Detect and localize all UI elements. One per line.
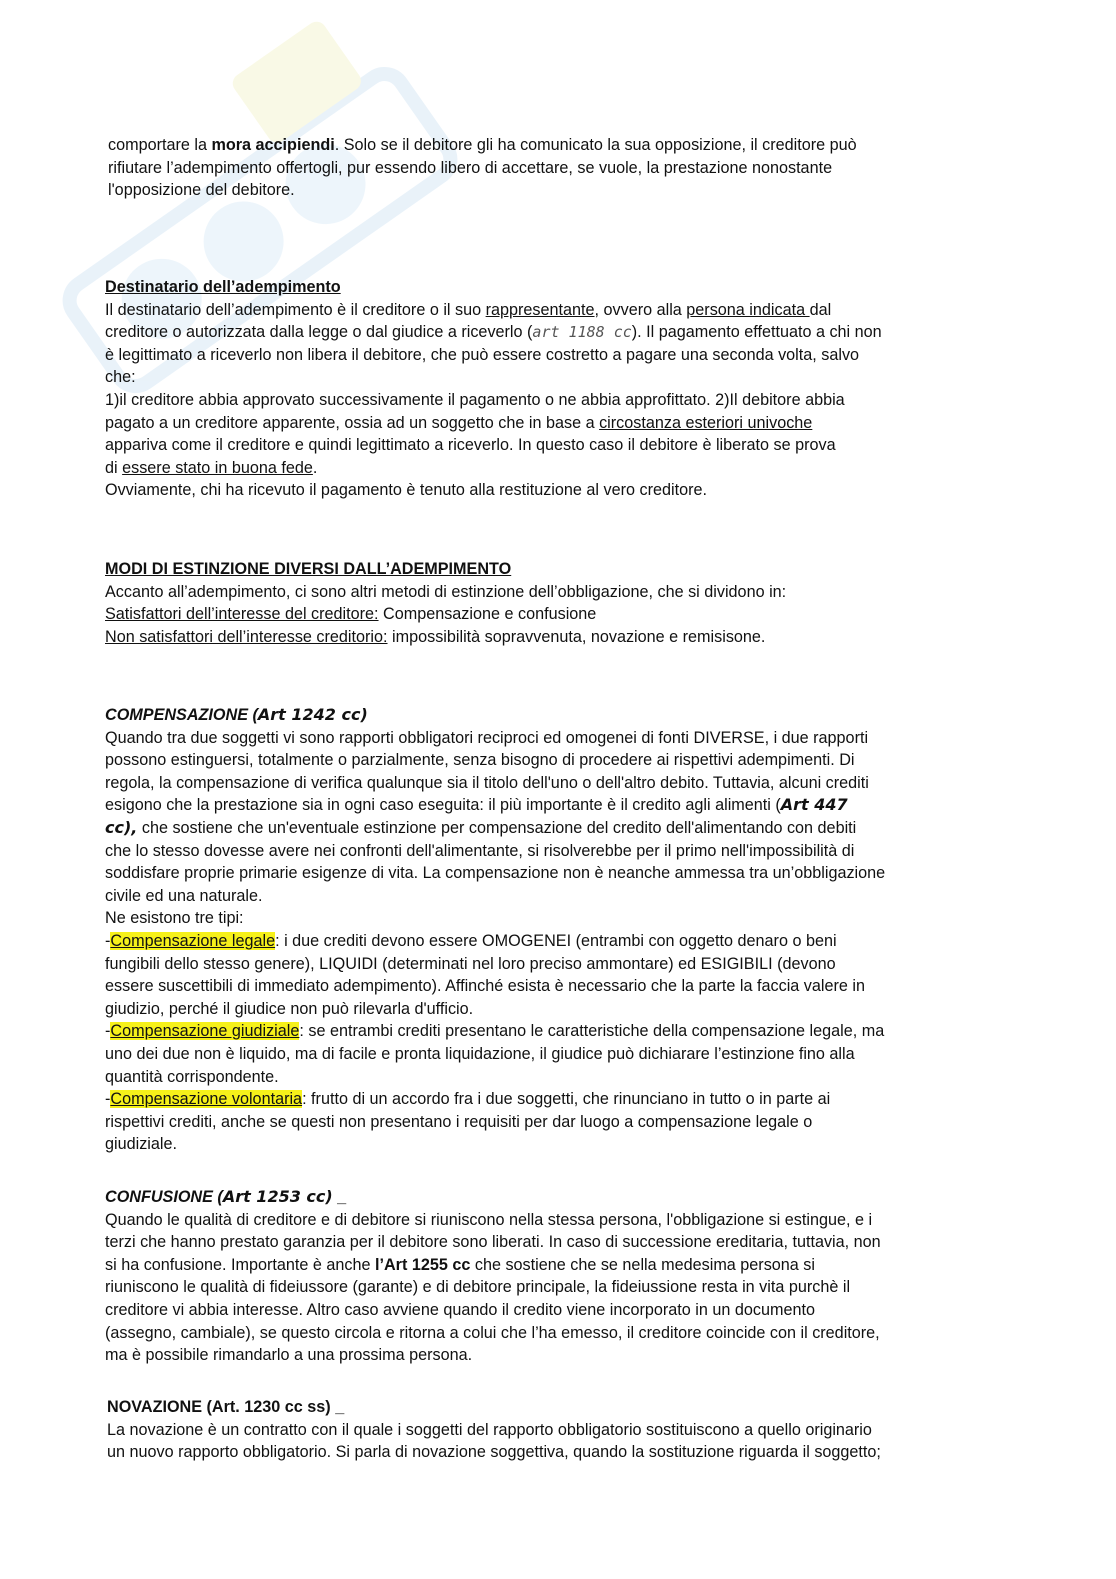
text-line: l'opposizione del debitore. bbox=[108, 181, 295, 200]
text-line: fungibili dello stesso genere), LIQUIDI (determinati nel loro preciso ammontare) ed ESIGIBILI (devono bbox=[105, 954, 836, 973]
highlighted-term: Compensazione giudiziale bbox=[110, 1022, 300, 1041]
text-line: soddisfare proprie primarie esigenze di vita. La compensazione non è neanche ammessa tra un’obbligazione bbox=[105, 864, 886, 883]
text-line: creditore o autorizzata dalla legge o dal giudice a riceverlo (art 1188 cc). Il pagamento effettuato a chi non bbox=[105, 323, 882, 342]
text-line: -Compensazione volontaria: frutto di un accordo fra i due soggetti, che rinunciano in tutto o in parte ai bbox=[105, 1090, 831, 1109]
text-line: Accanto all’adempimento, ci sono altri metodi di estinzione dell’obbligazione, che si dividono in: bbox=[105, 582, 787, 601]
text-line: è legittimato a riceverlo non libera il debitore, che può essere costretto a pagare una seconda volta, salvo bbox=[105, 345, 860, 364]
highlighted-term: Compensazione volontaria bbox=[110, 1090, 303, 1109]
text-line: rifiutare l’adempimento offertogli, pur essendo libero di accettare, se vuole, la prestazione nonostante bbox=[108, 158, 833, 177]
article-reference: art 1188 cc bbox=[532, 323, 632, 342]
text-line: essere suscettibili di immediato adempimento). Affinché esista è necessario che la parte la faccia valere in bbox=[105, 977, 865, 996]
highlighted-term: Compensazione legale bbox=[110, 931, 276, 950]
text-line: Non satisfattori dell’interesse creditorio: impossibilità sopravvenuta, novazione e remisisone. bbox=[105, 627, 766, 646]
text-line: terzi che hanno prestato garanzia per il debitore sono liberati. In caso di successione ereditaria, tuttavia, non bbox=[105, 1233, 881, 1252]
section-modi-estinzione bbox=[105, 558, 786, 648]
section-destinatario bbox=[105, 276, 882, 502]
intro-paragraph bbox=[108, 134, 857, 202]
text-line: possono estinguersi, totalmente o parzialmente, senza bisogno di procedere ai rispettivi adempimenti. Di bbox=[105, 751, 855, 770]
text-line: giudizio, perché il giudice non può rilevarla d'ufficio. bbox=[105, 999, 474, 1018]
text-line: che: bbox=[105, 368, 136, 387]
text-line: Ovviamente, chi ha ricevuto il pagamento è tenuto alla restituzione al vero creditore. bbox=[105, 481, 707, 500]
text-line: Ne esistono tre tipi: bbox=[105, 909, 244, 928]
text-line: pagato a un creditore apparente, ossia ad un soggetto che in base a circostanza esteriori univoche bbox=[105, 413, 813, 432]
section-title: COMPENSAZIONE (Art 1242 cc) bbox=[105, 705, 368, 724]
text-line: quantità corrispondente. bbox=[105, 1067, 279, 1086]
text-line: -Compensazione giudiziale: se entrambi crediti presentano le caratteristiche della compensazione legale, ma bbox=[105, 1022, 885, 1041]
text-line: La novazione è un contratto con il quale i soggetti del rapporto obbligatorio sostituiscono a quello originario bbox=[107, 1420, 872, 1439]
section-title: NOVAZIONE (Art. 1230 cc ss) _ bbox=[107, 1398, 345, 1416]
text-line: Satisfattori dell’interesse del creditore: Compensazione e confusione bbox=[105, 605, 597, 624]
section-title: MODI DI ESTINZIONE DIVERSI DALL’ADEMPIMENTO bbox=[105, 560, 512, 578]
text-line: ma è possibile rimandarlo a una prossima persona. bbox=[105, 1346, 473, 1365]
text-line: esigono che la prestazione sia in ogni caso eseguita: il più importante è il credito agli alimenti (Art 447 bbox=[105, 795, 848, 815]
text-line: riuniscono le qualità di fideiussore (garante) e di debitore principale, la fideiussione resta in vita purchè il bbox=[105, 1278, 851, 1297]
text-line: giudiziale. bbox=[105, 1135, 177, 1154]
text-line: Quando tra due soggetti vi sono rapporti obbligatori reciproci ed omogenei di fonti DIVERSE, i due rapporti bbox=[105, 728, 869, 747]
text-line: rispettivi crediti, anche se questi non presentano i requisiti per dar luogo a compensazione legale o bbox=[105, 1112, 813, 1131]
text-line: civile ed una naturale. bbox=[105, 886, 263, 905]
text-line: comportare la mora accipiendi. Solo se il debitore gli ha comunicato la sua opposizione, il creditore può bbox=[108, 136, 857, 154]
section-title: Destinatario dell’adempimento bbox=[105, 278, 341, 296]
text-line: 1)il creditore abbia approvato successivamente il pagamento o ne abbia approfittato. 2)Il debitore abbia bbox=[105, 390, 845, 409]
text-line: si ha confusione. Importante è anche l’Art 1255 cc che sostiene che se nella medesima persona si bbox=[105, 1255, 815, 1274]
text-line: (assegno, cambiale), se questo circola e ritorna a colui che l’ha emesso, il creditore coincide con il creditore, bbox=[105, 1323, 880, 1342]
text-line: Il destinatario dell’adempimento è il creditore o il suo rappresentante, ovvero alla persona indicata dal bbox=[105, 300, 832, 319]
section-title: CONFUSIONE (Art 1253 cc) _ bbox=[105, 1187, 347, 1206]
text-line: regola, la compensazione di verifica qualunque sia il titolo dell'uno o dell'altro debito. Tuttavia, alcuni crediti bbox=[105, 773, 869, 792]
section-novazione bbox=[107, 1396, 881, 1464]
text-line: apparivа come il creditore e quindi legittimato a riceverlo. In questo caso il debitore è liberato se prova bbox=[105, 436, 836, 455]
text-line: Quando le qualità di creditore e di debitore si riuniscono nella stessa persona, l'obbligazione si estingue, e i bbox=[105, 1210, 873, 1229]
section-confusione bbox=[105, 1186, 881, 1367]
text-line: creditore vi abbia interesse. Altro caso avviene quando il credito viene incorporato in un documento bbox=[105, 1300, 815, 1319]
text-line: di essere stato in buona fede. bbox=[105, 458, 318, 477]
text-line: che lo stesso dovesse avere nei confronti dell'alimentante, si risolverebbe per il primo nell'impossibilità di bbox=[105, 841, 855, 860]
text-line: cc), che sostiene che un'eventuale estinzione per compensazione del credito dell'alimentando con debiti bbox=[105, 817, 857, 837]
text-line: uno dei due non è liquido, ma di facile e pronta liquidazione, il giudice può dichiarare l’estinzione fino alla bbox=[105, 1044, 855, 1063]
section-compensazione bbox=[105, 704, 885, 1156]
text-line: -Compensazione legale: i due crediti devono essere OMOGENEI (entrambi con oggetto denaro o beni bbox=[105, 931, 837, 950]
text-line: un nuovo rapporto obbligatorio. Si parla di novazione soggettiva, quando la sostituzione riguarda il soggetto; bbox=[107, 1443, 881, 1462]
